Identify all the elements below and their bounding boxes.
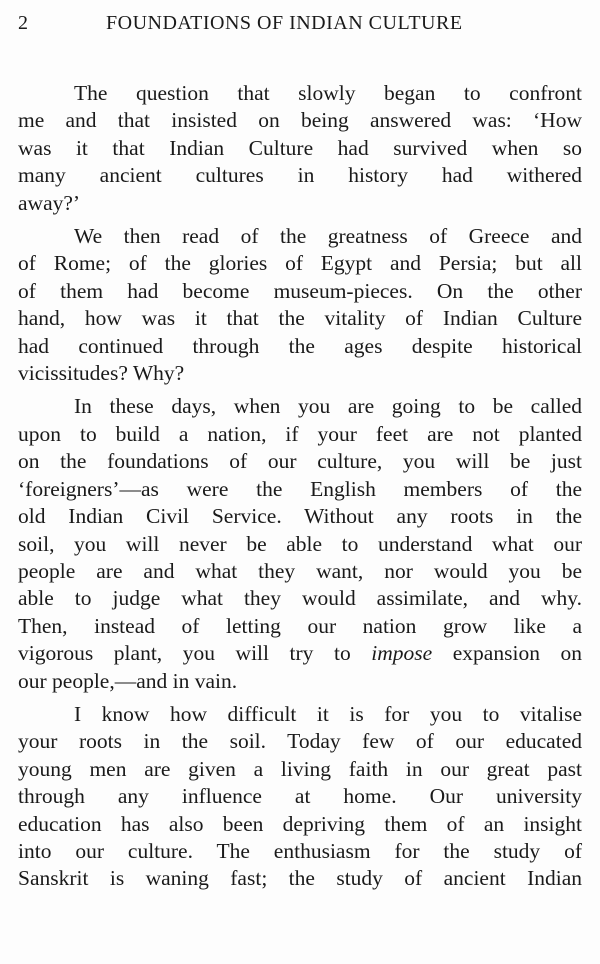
text-line: ‘foreigners’—as were the English members of the bbox=[18, 476, 582, 501]
text-line: into our culture. The enthusiasm for the study of bbox=[18, 838, 582, 863]
paragraph-4 bbox=[18, 701, 582, 893]
text-line: was it that Indian Culture had survived when so bbox=[18, 135, 582, 160]
text-line: of them had become museum-pieces. On the other bbox=[18, 278, 582, 303]
text-line: Then, instead of letting our nation grow like a bbox=[18, 613, 582, 638]
text-fragment: vigorous plant, you will try to bbox=[18, 641, 372, 666]
book-title: FOUNDATIONS OF INDIAN CULTURE bbox=[106, 12, 463, 34]
text-line-with-italic bbox=[18, 640, 582, 667]
paragraph-3 bbox=[18, 393, 582, 694]
body-text bbox=[18, 80, 582, 893]
text-fragment: expansion on bbox=[432, 641, 582, 666]
text-line: me and that insisted on being answered was: ‘How bbox=[18, 108, 582, 133]
text-line: people are and what they want, nor would you be bbox=[18, 558, 582, 583]
text-line: on the foundations of our culture, you will be just bbox=[18, 449, 582, 474]
italic-word: impose bbox=[371, 641, 433, 666]
text-line: hand, how was it that the vitality of Indian Culture bbox=[18, 306, 582, 331]
text-line: able to judge what they would assimilate, and why. bbox=[18, 586, 582, 611]
running-head bbox=[18, 12, 582, 42]
text-line: your roots in the soil. Today few of our educated bbox=[18, 729, 582, 754]
text-line: soil, you will never be able to understand what our bbox=[18, 531, 582, 556]
text-line: young men are given a living faith in our great past bbox=[18, 756, 582, 781]
text-line: In these days, when you are going to be called bbox=[74, 394, 582, 419]
text-line: away?’ bbox=[18, 190, 81, 215]
text-line: We then read of the greatness of Greece and bbox=[74, 224, 582, 249]
text-line: The question that slowly began to confront bbox=[74, 81, 582, 105]
text-line: Sanskrit is waning fast; the study of ancient Indian bbox=[18, 866, 582, 891]
text-line: many ancient cultures in history had withered bbox=[18, 163, 582, 188]
text-line: vicissitudes? Why? bbox=[18, 361, 185, 386]
text-line: through any influence at home. Our university bbox=[18, 784, 582, 809]
text-line: our people,—and in vain. bbox=[18, 668, 238, 693]
text-line: of Rome; of the glories of Egypt and Persia; but all bbox=[18, 251, 582, 276]
text-line: had continued through the ages despite historical bbox=[18, 333, 582, 358]
paragraph-2 bbox=[18, 223, 582, 387]
text-line: I know how difficult it is for you to vitalise bbox=[74, 701, 582, 726]
text-line: upon to build a nation, if your feet are not planted bbox=[18, 421, 582, 446]
page-number: 2 bbox=[18, 12, 29, 34]
text-line: education has also been depriving them of an insight bbox=[18, 811, 582, 836]
paragraph-1 bbox=[18, 80, 582, 217]
text-line: old Indian Civil Service. Without any roots in the bbox=[18, 504, 582, 529]
